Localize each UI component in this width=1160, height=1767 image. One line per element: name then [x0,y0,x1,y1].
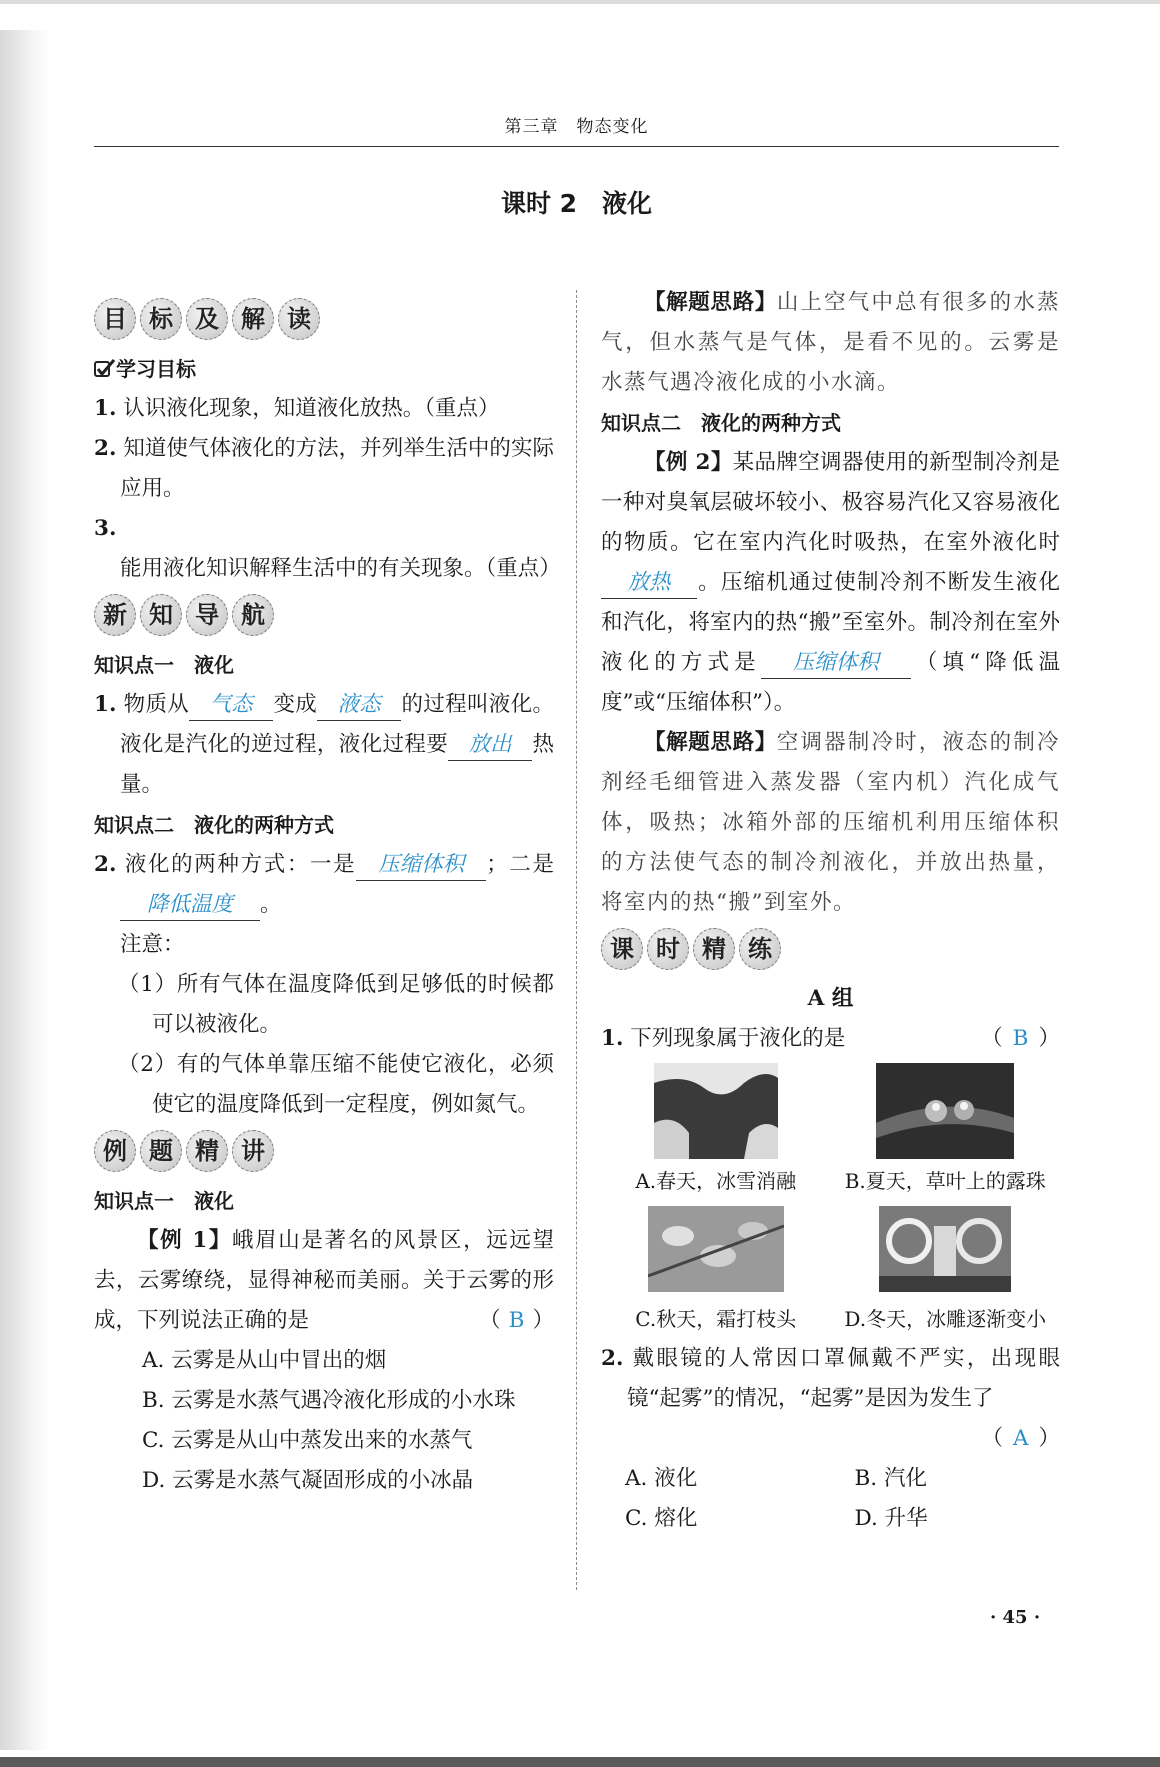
ex1-choice-b: B. 云雾是水蒸气遇冷液化形成的小水珠 [142,1388,516,1413]
fill-blank: 放出 [448,730,532,761]
goal-3: 3. 能用液化知识解释生活中的有关现象。（重点） [94,516,561,581]
answer-bracket: （ B ） [981,1026,1060,1051]
kp1-title: 知识点一 液化 [94,653,234,677]
badge-new-knowledge: 新 知 导 航 [94,593,554,637]
bottom-edge [0,1757,1160,1767]
image-option-b: B.夏天，草叶上的露珠 [840,1063,1050,1193]
chapter-header: 第三章 物态变化 [504,117,649,137]
learning-goals-heading: 学习目标 [94,349,554,389]
lesson-title: 课时 2 液化 [500,189,653,218]
right-column [601,283,1060,1539]
page-binding-shadow [0,30,50,1750]
badge-examples: 例 题 精 讲 [94,1129,554,1173]
page-number: · 45 · [990,1607,1041,1628]
example-1: 【例 1】峨眉山是著名的风景区，远远望去，云雾缭绕，显得神秘而美丽。关于云雾的形成，下列说法正确的是 （ B ） [94,1221,554,1341]
badge-practice: 课 时 精 练 [601,927,1060,971]
kp2-title: 知识点二 液化的两种方式 [94,813,334,837]
dew-drops-photo [876,1063,1014,1159]
header-rule [94,146,1059,147]
fill-blank: 气态 [189,690,273,721]
kp2-title-right: 知识点二 液化的两种方式 [601,411,841,435]
q2-choices-row-2: C. 熔化 D. 升华 [625,1506,928,1531]
check-icon [94,359,116,379]
image-row-1 [601,1063,1060,1193]
solution-thought-2: 【解题思路】空调器制冷时，液态的制冷剂经毛细管进入蒸发器（室内机）汽化成气体，吸热；冰箱外部的压缩机利用压缩体积的方法使气态的制冷剂液化，并放出热量，将室内的热“搬”到室外。 [601,730,1060,915]
frost-branch-photo [648,1201,784,1297]
note-1: （1）所有气体在温度降低到足够低的时候都可以被液化。 [118,972,554,1037]
solution-thought-1: 【解题思路】山上空气中总有很多的水蒸气，但水蒸气是气体，是看不见的。云雾是水蒸气遇冷液化成的小水滴。 [601,290,1060,395]
badge-goals: 目 标 及 解 读 [94,297,554,341]
note-2: （2）有的气体单靠压缩不能使它液化，必须使它的温度降低到一定程度，例如氮气。 [118,1052,554,1117]
column-divider [576,290,577,1590]
goal-2: 2. 知道使气体液化的方法，并列举生活中的实际应用。 [94,436,554,501]
image-option-d: D.冬天，冰雕逐渐变小 [840,1201,1050,1331]
ex1-choice-d: D. 云雾是水蒸气凝固形成的小冰晶 [142,1468,474,1493]
kp1-item: 1. 物质从 气态 变成 液态 的过程叫液化。液化是汽化的逆过程，液化过程要 放出 热量。 [94,692,554,797]
fill-blank: 液态 [317,690,401,721]
question-2: 2. 戴眼镜的人常因口罩佩戴不严实，出现眼镜“起雾”的情况，“起雾”是因为发生了 [601,1346,1060,1411]
melting-snow-photo [654,1063,778,1159]
note-label: 注意： [120,932,185,957]
q2-choices-row-1: A. 液化 B. 汽化 [625,1466,927,1491]
example-2: 【例 2】某品牌空调器使用的新型制冷剂是一种对臭氧层破坏较小、极容易汽化又容易液化的物质。它在室内汽化时吸热，在室外液化时放热 。压缩机通过使制冷剂不断发生液化和汽化，将室内的热“搬”至室外。制冷剂在室外液化的方式是 压缩体积 （填“降低温度”或“压缩体积”）。 [601,450,1060,715]
question-1: 1. 下列现象属于液化的是 （ B ） [601,1019,1060,1059]
fill-blank: 压缩体积 [761,648,911,679]
ex1-choice-c: C. 云雾是从山中蒸发出来的水蒸气 [142,1428,473,1453]
fill-blank: 降低温度 [120,890,260,921]
goal-1: 1. 认识液化现象，知道液化放热。（重点） [94,396,500,421]
example-kp-title: 知识点一 液化 [94,1189,234,1213]
ice-sculpture-photo [879,1201,1011,1297]
top-edge [0,0,1160,4]
group-label: A 组 [807,986,854,1011]
ex1-choice-a: A. 云雾是从山中冒出的烟 [142,1348,387,1373]
image-row-2 [601,1201,1060,1331]
left-column [94,293,561,1501]
q2-answer-bracket: （ A ） [981,1426,1060,1451]
fill-blank: 放热 [601,568,697,599]
image-option-c: C.秋天，霜打枝头 [611,1201,821,1331]
fill-blank: 压缩体积 [356,850,486,881]
answer-bracket: （ B ） [479,1308,554,1333]
kp2-item: 2. 液化的两种方式：一是 压缩体积 ；二是降低温度 。 [94,845,554,925]
image-option-a: A.春天，冰雪消融 [611,1063,821,1193]
